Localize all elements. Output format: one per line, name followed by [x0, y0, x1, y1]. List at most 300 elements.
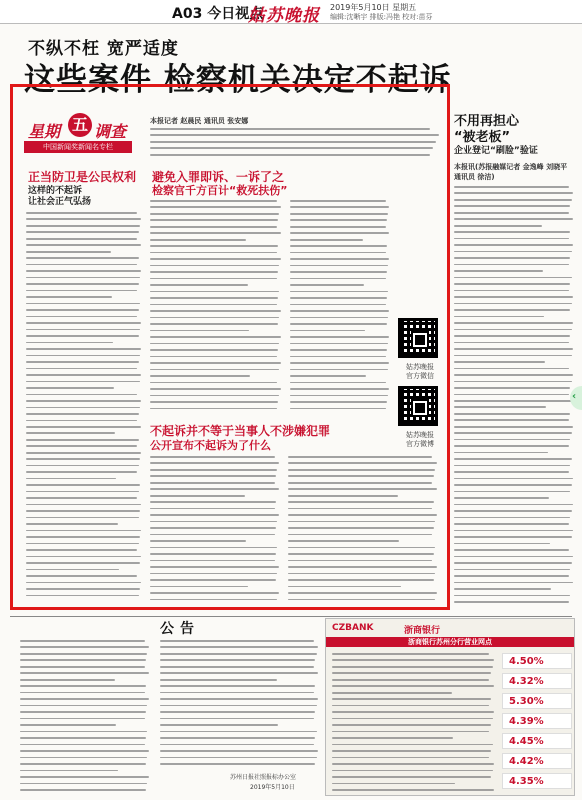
text-line: [150, 501, 276, 503]
text-line: [454, 251, 572, 253]
text-line: [150, 388, 281, 390]
text-line: [454, 368, 569, 370]
text-line: [150, 343, 279, 345]
text-line: [288, 573, 435, 575]
text-line: [454, 296, 573, 298]
text-line: [288, 521, 435, 523]
text-line: [454, 465, 570, 467]
section3-subtitle: 公开宣布不起诉为了什么: [150, 439, 271, 452]
text-line: [290, 271, 387, 273]
text-line: [332, 770, 493, 772]
text-line: [150, 336, 281, 338]
badge-circle: 五: [68, 113, 92, 137]
text-line: [150, 200, 277, 202]
text-line: [20, 692, 145, 694]
text-line: [160, 640, 314, 642]
text-line: [290, 213, 388, 215]
text-line: [26, 394, 137, 396]
text-line: [26, 523, 118, 525]
text-line: [332, 750, 491, 752]
text-line: [26, 426, 141, 428]
text-line: [454, 562, 572, 564]
section1-subtitle-1: 这样的不起诉: [28, 186, 83, 196]
text-line: [288, 586, 401, 588]
text-line: [26, 303, 140, 305]
text-line: [454, 439, 570, 441]
text-line: [150, 291, 279, 293]
text-line: [26, 497, 137, 499]
text-line: [454, 478, 573, 480]
text-line: [26, 218, 141, 220]
text-line: [160, 737, 315, 739]
text-line: [20, 705, 147, 707]
text-line: [150, 239, 246, 241]
text-line: [288, 527, 434, 529]
text-line: [290, 388, 389, 390]
text-line: [454, 303, 572, 305]
text-line: [332, 666, 493, 668]
text-line: [26, 290, 137, 292]
text-line: [20, 653, 147, 655]
text-line: [150, 401, 278, 403]
text-line: [160, 763, 315, 765]
text-line: [160, 711, 315, 713]
text-line: [290, 278, 386, 280]
text-line: [26, 562, 140, 564]
text-line: [26, 432, 115, 434]
text-line: [150, 297, 278, 299]
text-line: [454, 517, 570, 519]
text-line: [290, 356, 386, 358]
text-line: [454, 504, 573, 506]
text-line: [290, 265, 388, 267]
text-line: [454, 355, 572, 357]
text-line: [454, 536, 572, 538]
text-line: [332, 692, 452, 694]
text-line: [332, 757, 489, 759]
text-line: [454, 575, 569, 577]
text-line: [454, 400, 573, 402]
text-line: [454, 309, 570, 311]
text-line: [454, 601, 569, 603]
wechat-qr-code: [398, 318, 438, 358]
bank-logo: CZBANK: [332, 623, 374, 633]
text-line: [290, 336, 389, 338]
weibo-qr-code: [398, 386, 438, 426]
text-line: [150, 475, 276, 477]
issue-label: A03 今日视点: [172, 6, 264, 22]
text-line: [160, 705, 317, 707]
section2-title: 避免入罪即诉、一诉了之: [152, 170, 285, 184]
badge-strip: 中国新闻奖新闻名专栏: [24, 141, 132, 153]
brand-logo: 姑苏晚报: [248, 6, 320, 26]
text-line: [160, 718, 314, 720]
text-line: [454, 510, 572, 512]
text-line: [150, 232, 281, 234]
text-line: [454, 186, 569, 188]
text-line: [26, 452, 141, 454]
sidebar-title-3: 企业登记“刷脸”验证: [454, 146, 538, 156]
text-line: [26, 283, 139, 285]
text-line: [454, 491, 570, 493]
sidebar-byline: 本报讯(苏报融媒记者 金逸峰 刘晓平 通讯员 徐洁): [454, 163, 568, 181]
headline-kicker: 不纵不枉 宽严适度: [28, 39, 179, 59]
rate-box: 4.50%: [502, 653, 572, 669]
notice-left-text: [20, 640, 150, 792]
text-line: [332, 783, 455, 785]
text-line: [288, 534, 432, 536]
text-line: [26, 322, 141, 324]
text-line: [288, 599, 435, 601]
ad-text: [332, 653, 496, 791]
text-line: [160, 653, 317, 655]
text-line: [150, 219, 278, 221]
text-line: [26, 510, 140, 512]
text-line: [150, 547, 277, 549]
text-line: [150, 508, 275, 510]
text-line: [290, 304, 386, 306]
text-line: [288, 482, 432, 484]
text-line: [454, 199, 572, 201]
text-line: [150, 258, 281, 260]
text-line: [454, 452, 548, 454]
text-line: [26, 335, 139, 337]
text-line: [20, 750, 149, 752]
text-line: [288, 501, 434, 503]
text-line: [26, 309, 139, 311]
text-line: [26, 231, 139, 233]
text-line: [150, 154, 430, 156]
text-line: [290, 245, 387, 247]
badge-word-right: 调查: [94, 122, 127, 141]
column2-text: [150, 200, 282, 410]
text-line: [150, 375, 250, 377]
text-line: [20, 763, 146, 765]
text-line: [26, 504, 141, 506]
text-line: [150, 382, 277, 384]
text-line: [454, 432, 572, 434]
text-line: [160, 731, 317, 733]
text-line: [332, 744, 493, 746]
main-headline: 这些案件 检察机关决定不起诉: [24, 62, 452, 98]
text-line: [26, 355, 140, 357]
text-line: [454, 231, 570, 233]
text-line: [150, 128, 430, 130]
text-line: [454, 530, 573, 532]
text-line: [290, 375, 366, 377]
text-line: [26, 361, 139, 363]
text-line: [26, 569, 119, 571]
text-line: [20, 783, 147, 785]
text-line: [26, 296, 112, 298]
text-line: [160, 757, 317, 759]
text-line: [454, 329, 572, 331]
text-line: [20, 646, 149, 648]
section1-subtitle-2: 让社会正气弘扬: [28, 197, 92, 207]
rate-box: 4.45%: [502, 733, 572, 749]
text-line: [454, 471, 569, 473]
notice-title: 公告: [160, 621, 200, 637]
text-line: [288, 469, 435, 471]
text-line: [150, 527, 276, 529]
text-line: [150, 317, 279, 319]
text-line: [332, 789, 494, 791]
text-line: [20, 731, 147, 733]
section3-title: 不起诉并不等于当事人不涉嫌犯罪: [150, 424, 331, 438]
text-line: [454, 484, 572, 486]
text-line: [150, 462, 279, 464]
text-line: [20, 659, 146, 661]
text-line: [332, 711, 494, 713]
section1-title: 正当防卫是公民权利: [28, 170, 137, 184]
text-line: [150, 456, 275, 458]
text-line: [150, 488, 279, 490]
text-line: [26, 212, 137, 214]
text-line: [454, 270, 543, 272]
text-line: [150, 521, 277, 523]
text-line: [150, 134, 439, 136]
text-line: [332, 731, 489, 733]
text-line: [150, 482, 275, 484]
text-line: [290, 349, 387, 351]
text-line: [26, 257, 139, 259]
text-line: [454, 595, 570, 597]
text-line: [20, 737, 146, 739]
text-line: [454, 419, 569, 421]
text-line: [26, 225, 140, 227]
text-line: [454, 556, 573, 558]
text-line: [20, 744, 145, 746]
text-line: [150, 573, 277, 575]
text-line: [20, 640, 145, 642]
text-line: [454, 582, 573, 584]
text-line: [26, 484, 140, 486]
text-line: [26, 536, 140, 538]
text-line: [290, 200, 386, 202]
text-line: [150, 213, 279, 215]
text-line: [160, 679, 277, 681]
text-line: [454, 406, 546, 408]
text-line: [454, 244, 573, 246]
text-line: [150, 369, 279, 371]
text-line: [454, 322, 573, 324]
bank-advertisement: [325, 618, 575, 796]
text-line: [290, 232, 389, 234]
text-line: [454, 192, 573, 194]
text-line: [290, 317, 388, 319]
text-line: [26, 264, 137, 266]
text-line: [290, 408, 386, 410]
sidebar-title-1: 不用再担心: [454, 114, 520, 129]
text-line: [454, 225, 542, 227]
rate-box: 4.32%: [502, 673, 572, 689]
date-line: 2019年5月10日 星期五: [330, 3, 417, 12]
text-line: [290, 206, 389, 208]
text-line: [150, 265, 279, 267]
text-line: [150, 356, 277, 358]
text-line: [332, 659, 494, 661]
text-line: [454, 342, 569, 344]
text-line: [26, 445, 137, 447]
ad-banner: 浙商银行苏州分行营业网点: [326, 637, 574, 647]
text-line: [332, 737, 453, 739]
text-line: [150, 226, 277, 228]
text-line: [288, 508, 432, 510]
text-line: [454, 205, 570, 207]
text-line: [20, 724, 116, 726]
text-line: [150, 141, 436, 143]
text-line: [26, 270, 141, 272]
text-line: [288, 514, 437, 516]
text-line: [26, 582, 141, 584]
text-line: [160, 724, 278, 726]
text-line: [150, 586, 248, 588]
text-line: [454, 257, 570, 259]
text-line: [26, 471, 137, 473]
text-line: [290, 343, 388, 345]
text-line: [454, 588, 551, 590]
text-line: [150, 599, 277, 601]
text-line: [26, 238, 137, 240]
text-line: [26, 413, 139, 415]
text-line: [332, 776, 491, 778]
text-line: [160, 698, 318, 700]
text-line: [150, 540, 246, 542]
text-line: [26, 329, 140, 331]
text-line: [26, 368, 137, 370]
text-line: [290, 310, 389, 312]
text-line: [150, 566, 279, 568]
text-line: [290, 382, 386, 384]
column1-text: [26, 212, 142, 600]
text-line: [160, 646, 318, 648]
text-line: [26, 400, 141, 402]
text-line: [160, 666, 314, 668]
text-line: [26, 277, 140, 279]
text-line: [290, 239, 363, 241]
text-line: [20, 679, 115, 681]
wechat-qr-caption1: 姑苏晚报: [406, 363, 434, 371]
text-line: [26, 374, 141, 376]
text-line: [26, 549, 137, 551]
text-line: [160, 672, 318, 674]
column3-text: [290, 200, 390, 410]
text-line: [454, 283, 570, 285]
text-line: [288, 553, 434, 555]
text-line: [454, 348, 573, 350]
page-header: [0, 0, 582, 24]
text-line: [26, 556, 141, 558]
text-line: [20, 698, 149, 700]
text-line: [150, 330, 249, 332]
text-line: [332, 763, 494, 765]
text-line: [454, 549, 569, 551]
text-line: [150, 323, 278, 325]
text-line: [160, 692, 314, 694]
rate-box: 4.39%: [502, 713, 572, 729]
text-line: [454, 264, 569, 266]
column-badge: [24, 113, 134, 159]
text-line: [332, 698, 491, 700]
text-line: [150, 147, 433, 149]
text-line: [26, 439, 139, 441]
text-line: [454, 316, 544, 318]
text-line: [290, 219, 387, 221]
text-line: [20, 711, 146, 713]
section-divider: [10, 616, 572, 617]
text-line: [332, 653, 489, 655]
text-line: [20, 685, 146, 687]
text-line: [288, 560, 432, 562]
text-line: [288, 540, 399, 542]
text-line: [288, 456, 432, 458]
text-line: [288, 495, 398, 497]
text-line: [150, 362, 281, 364]
text-line: [26, 575, 137, 577]
notice-right-text: [160, 640, 320, 766]
sidebar-title-2: “被老板”: [454, 130, 511, 145]
text-line: [454, 212, 569, 214]
text-line: [454, 413, 570, 415]
sidebar-text: [454, 186, 577, 606]
text-line: [290, 252, 386, 254]
text-line: [20, 757, 147, 759]
text-line: [26, 342, 113, 344]
rate-box: 4.42%: [502, 753, 572, 769]
text-line: [20, 672, 149, 674]
text-line: [288, 566, 437, 568]
text-line: [150, 592, 279, 594]
text-line: [20, 789, 146, 791]
text-line: [26, 251, 111, 253]
text-line: [454, 445, 569, 447]
column4-text: [150, 456, 280, 602]
text-line: [150, 579, 276, 581]
text-line: [454, 374, 573, 376]
text-line: [288, 462, 437, 464]
text-line: [290, 362, 389, 364]
text-line: [454, 543, 550, 545]
text-line: [290, 291, 388, 293]
text-line: [288, 475, 434, 477]
text-line: [150, 278, 277, 280]
text-line: [150, 553, 276, 555]
text-line: [26, 491, 139, 493]
notice-date: 2019年5月10日: [250, 784, 295, 791]
text-line: [160, 685, 315, 687]
text-line: [26, 420, 137, 422]
text-line: [150, 514, 279, 516]
text-line: [150, 469, 277, 471]
text-line: [20, 666, 145, 668]
text-line: [20, 718, 145, 720]
text-line: [26, 588, 140, 590]
text-line: [454, 497, 549, 499]
text-line: [26, 458, 140, 460]
text-line: [454, 523, 569, 525]
wechat-qr-caption2: 官方微信: [406, 372, 434, 380]
text-line: [150, 304, 277, 306]
text-line: [332, 718, 493, 720]
text-line: [26, 543, 139, 545]
column5-text: [288, 456, 438, 602]
text-line: [454, 335, 570, 337]
text-line: [454, 381, 572, 383]
text-line: [150, 271, 278, 273]
text-line: [26, 595, 139, 597]
text-line: [160, 744, 314, 746]
text-line: [26, 381, 140, 383]
